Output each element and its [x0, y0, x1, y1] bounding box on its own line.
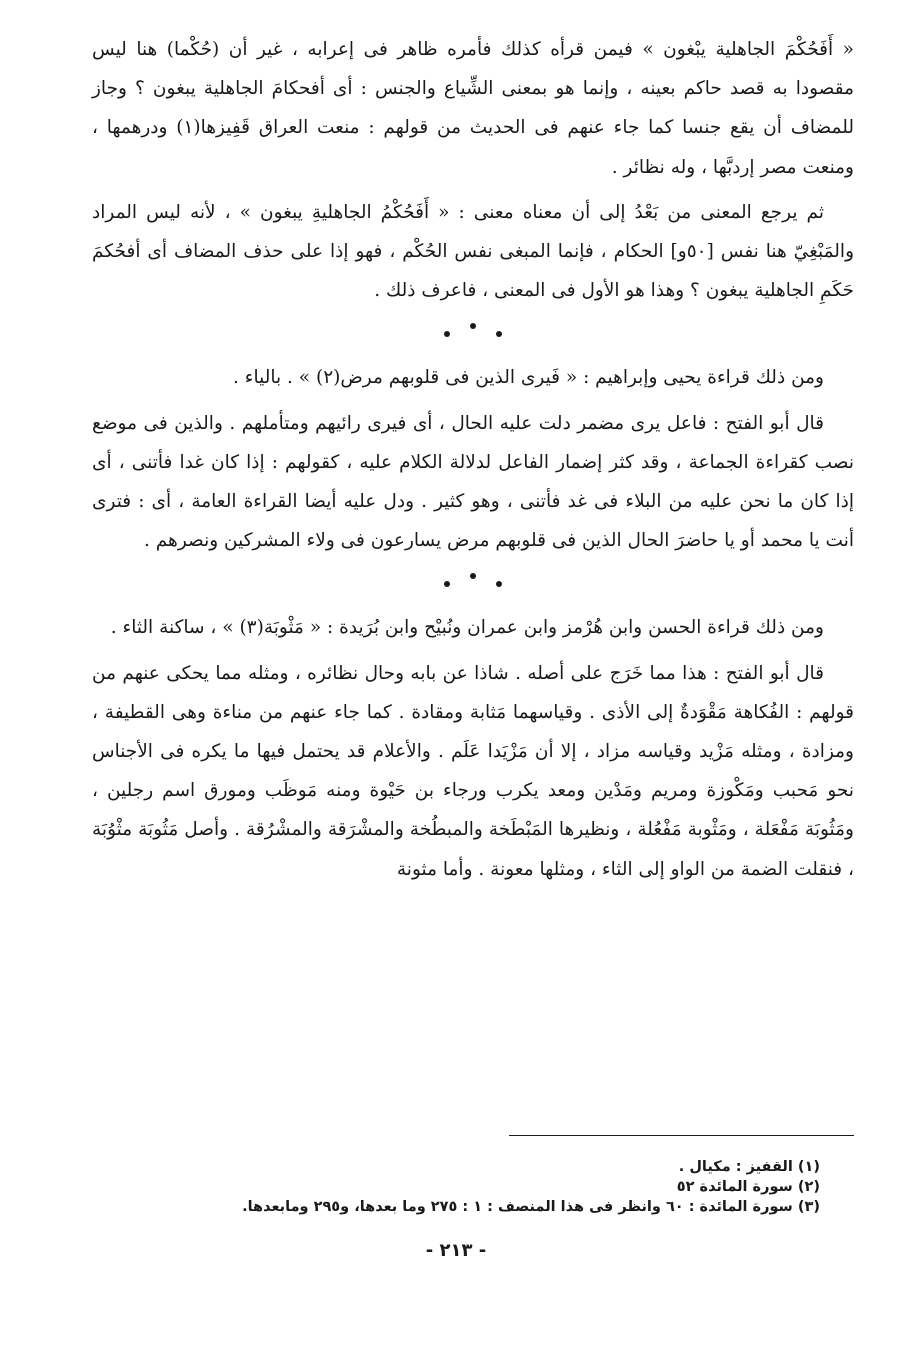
page-number: - ٢١٣ -	[425, 1240, 487, 1261]
paragraph-1: « أَفَحُكْمَ الجاهلية يبْغون » فيمن قرأه كذلك فأمره ظاهر فى إعرابه ، غير أن (حُكْما) هنا ليس مقصودا به قصد حاكم بعينه ، وإنما هو بمعنى الشِّياع والجنس : أى أفحكامَ الجاهلية يبغون ؟ وجاز للمضاف أن يقع جنسا كما جاء عنهم فى الحديث من قولهم : منعت العراق قَفِيزها(١) ودرهمها ، ومنعت مصر إردبَّها ، وله نظائر .	[92, 39, 855, 178]
footnote-1: (١) القفيز : مكيال .	[678, 1159, 820, 1175]
paragraph-3: ومن ذلك قراءة يحيى وإبراهيم : « فَيرى الذين فى قلوبهم مرض(٢) » . بالياء .	[233, 367, 824, 389]
section-separator	[92, 566, 854, 608]
paragraph-6: قال أبو الفتح : هذا مما خَرَج على أصله . شاذا عن بابه وحال نظائره ، ومثله مما يحكى عنهم من قولهم : الفُكاهة مَقْوَدةٌ إلى الأذى . وقياسهما مَثابة ومقادة . كما جاء عنهم من مناءة وهى القطيفة ، ومزادة ، ومثله مَزْيد وقياسه مزاد ، إلا أن مَزْيَدا عَلَم . والأعلام قد يحتمل فيها ما يكره فى الأجناس نحو مَحبب ومَكْوزة ومريم ومَدْين ومعد يكرب ورجاء بن حَيْوة ومنه مَوظَب ومورق اسم رجلين ، ومَثُوبَة مَفْعَلة ، ومَثْوبة مَفْعُلة ، ونظيرها المَبْطَخة والمبطُخة والمشْرَقة والمشْرُقة . وأصل مَثُوبَة مثْوُبَة ، فنقلت الضمة من الواو إلى الثاء ، ومثلها معونة . وأما مثونة	[92, 662, 855, 880]
paragraph-2: ثم يرجع المعنى من بَعْدُ إلى أن معناه معنى : « أَفَحُكْمُ الجاهليةِ يبغون » ، لأنه ليس المراد والمَبْغِيّ هنا نفس [٥٠و] الحكام ، فإنما المبغى نفس الحُكْم ، فهو إذا على حذف المضاف أى أفحُكمَ حَكَمِ الجاهلية يبغون ؟ وهذا هو الأول فى المعنى ، فاعرف ذلك .	[92, 201, 855, 302]
footnote-2: (٢) سورة المائدة ٥٢	[676, 1179, 820, 1195]
section-separator	[92, 316, 854, 358]
footnote-divider	[509, 1135, 854, 1136]
paragraph-4: قال أبو الفتح : فاعل يرى مضمر دلت عليه الحال ، أى فيرى رائيهم ومتأملهم . والذين فى موضع نصب كقراءة الجماعة ، وقد كثر إضمار الفاعل لدلالة الكلام عليه ، كقولهم : إذا كان غدا فأتنى ، أى إذا كان ما نحن عليه من البلاء فى غد فأتنى ، وهو كثير . ودل عليه أيضا القراءة العامة ، أى : فترى أنت يا محمد أو يا حاضرَ الحال الذين فى قلوبهم مرض يسارعون فى ولاء المشركين ونصرهم .	[92, 412, 854, 552]
footnote-3: (٣) سورة المائدة : ٦٠ وانظر فى هذا المنصف : ١ : ٢٧٥ وما بعدها، و٢٩٥ ومابعدها.	[242, 1199, 820, 1215]
footnotes	[92, 1157, 820, 1217]
paragraph-5: ومن ذلك قراءة الحسن وابن هُرْمز وابن عمران ونُبيْح وابن بُرَيدة : « مَثْوبَة(٣) » ، ساكنة الثاء .	[110, 617, 824, 639]
